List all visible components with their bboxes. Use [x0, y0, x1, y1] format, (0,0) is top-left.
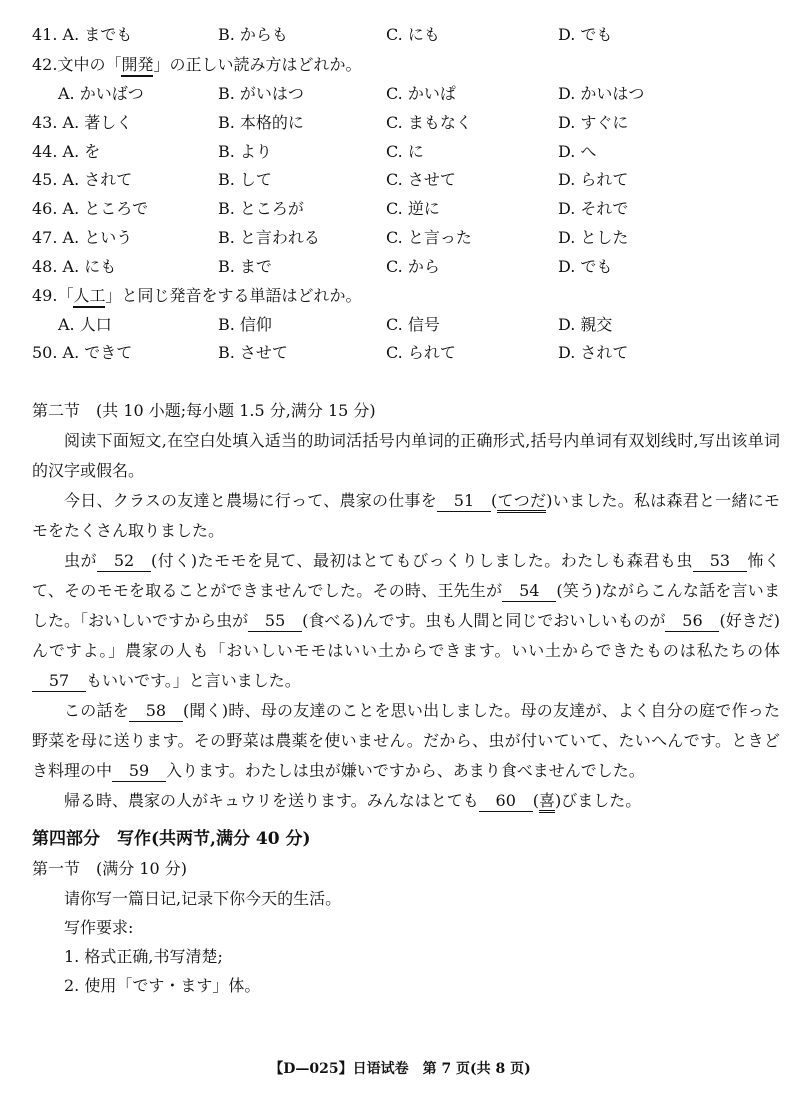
- blank-60[interactable]: 60: [479, 791, 533, 812]
- option-d: D. それで: [558, 199, 629, 218]
- writing-requirement-2: 2. 使用「です・ます」体。: [64, 976, 261, 995]
- option-a: 44. A. を: [32, 142, 101, 161]
- option-b: B. がいはつ: [218, 84, 304, 103]
- blank-51[interactable]: 51: [437, 491, 491, 512]
- question-42-stem: 42.文中の「開発」の正しい読み方はどれか。: [32, 52, 772, 78]
- option-d: D. すぐに: [558, 113, 629, 132]
- underlined-word: 開発: [121, 55, 153, 77]
- part-4-subheading: 第一节 (满分 10 分): [32, 859, 188, 878]
- option-a: 48. A. にも: [32, 257, 117, 276]
- option-b: B. ところが: [218, 199, 304, 218]
- option-d: D. とした: [558, 228, 629, 247]
- page-footer: 【D—025】日语试卷 第 7 页(共 8 页): [269, 1061, 531, 1077]
- option-c: C. にも: [386, 25, 440, 44]
- blank-53[interactable]: 53: [693, 551, 747, 572]
- question-45: [32, 167, 772, 193]
- option-c: C. させて: [386, 170, 456, 189]
- question-46: [32, 196, 772, 222]
- section-2-instruction: 阅读下面短文,在空白处填入适当的助词活括号内单词的正确形式,括号内单词有双划线时,写出该单词的汉字或假名。: [32, 431, 780, 480]
- blank-57[interactable]: 57: [32, 671, 86, 692]
- question-49-options: [32, 312, 772, 338]
- option-c: C. まもなく: [386, 113, 472, 132]
- option-c: C. から: [386, 257, 440, 276]
- option-b: B. して: [218, 170, 272, 189]
- option-a: 46. A. ところで: [32, 199, 149, 218]
- writing-requirement-1: 1. 格式正确,书写清楚;: [64, 947, 223, 966]
- question-44: [32, 139, 772, 165]
- option-d: D. されて: [558, 343, 629, 362]
- option-b: B. 信仰: [218, 315, 272, 334]
- question-47: [32, 225, 772, 251]
- question-48: [32, 254, 772, 280]
- question-43: [32, 110, 772, 136]
- option-c: C. と言った: [386, 228, 472, 247]
- section-2-heading: 第二节 (共 10 小题;每小题 1.5 分,满分 15 分): [32, 401, 376, 420]
- question-42-options: [32, 81, 772, 107]
- option-b: B. と言われる: [218, 228, 320, 247]
- double-underlined-word: 喜: [539, 791, 555, 813]
- option-d: D. 親交: [558, 315, 613, 334]
- passage-paragraph-4: 帰る時、農家の人がキュウリを送ります。みんなはとても 60 (喜)びました。: [32, 786, 780, 816]
- question-50: [32, 340, 772, 366]
- passage-paragraph-3: この話を 58 (聞く)時、母の友達のことを思い出しました。母の友達が、よく自分の庭で作った野菜を母に送ります。その野菜は農薬を使いません。だから、虫が付いていて、たいへんです。ときどき料理の中 59 入ります。わたしは虫が嫌いですから、あまり食べませんでした。: [32, 701, 780, 780]
- blank-56[interactable]: 56: [665, 611, 719, 632]
- question-49-stem: 49.「人工」と同じ発音をする単語はどれか。: [32, 283, 772, 309]
- option-b: B. からも: [218, 25, 288, 44]
- option-a: 43. A. 著しく: [32, 113, 133, 132]
- option-a: A. かいばつ: [58, 84, 144, 103]
- passage-paragraph-2: 虫が 52 (付く)たモモを見て、最初はとてもびっくりしました。わたしも森君も虫 53 怖くて、そのモモを取ることができませんでした。その時、王先生が 54 (笑う)ながらこんな話を言いました。「おいしいですから虫が 55 (食べる)んです。虫も人間と同じでおいしいものが 56 (好きだ)んですよ。」農家の人も「おいしいモモはいい土からできます。いい土からできたものは私たちの体57 もいいです。」と言いました。: [32, 551, 780, 690]
- option-c: C. られて: [386, 343, 456, 362]
- question-41: [32, 22, 772, 48]
- option-d: D. でも: [558, 257, 613, 276]
- option-c: C. に: [386, 142, 424, 161]
- passage-paragraph-1: 今日、クラスの友達と農場に行って、農家の仕事を 51 (てつだ)いました。私は森君と一緒にモモをたくさん取りました。: [32, 491, 780, 540]
- option-b: B. まで: [218, 257, 272, 276]
- blank-55[interactable]: 55: [248, 611, 302, 632]
- option-a: 47. A. という: [32, 228, 133, 247]
- option-a: 45. A. されて: [32, 170, 133, 189]
- option-d: D. かいはつ: [558, 84, 645, 103]
- option-b: B. させて: [218, 343, 288, 362]
- option-a: 50. A. できて: [32, 343, 133, 362]
- option-c: C. かいぱ: [386, 84, 456, 103]
- underlined-word: 人工: [73, 286, 105, 308]
- option-b: B. 本格的に: [218, 113, 304, 132]
- option-b: B. より: [218, 142, 272, 161]
- passage: [32, 486, 780, 816]
- blank-58[interactable]: 58: [129, 701, 183, 722]
- option-a: A. 人口: [58, 315, 112, 334]
- option-d: D. られて: [558, 170, 629, 189]
- option-d: D. へ: [558, 142, 597, 161]
- blank-59[interactable]: 59: [112, 761, 166, 782]
- part-4-heading: 第四部分 写作(共两节,满分 40 分): [32, 829, 311, 849]
- writing-requirements-label: 写作要求:: [64, 918, 134, 937]
- option-d: D. でも: [558, 25, 613, 44]
- writing-task: 请你写一篇日记,记录下你今天的生活。: [64, 889, 342, 908]
- option-c: C. 信号: [386, 315, 440, 334]
- double-underlined-word: てつだ: [497, 491, 546, 513]
- option-c: C. 逆に: [386, 199, 440, 218]
- blank-54[interactable]: 54: [502, 581, 556, 602]
- blank-52[interactable]: 52: [97, 551, 151, 572]
- option-a: 41. A. までも: [32, 25, 133, 44]
